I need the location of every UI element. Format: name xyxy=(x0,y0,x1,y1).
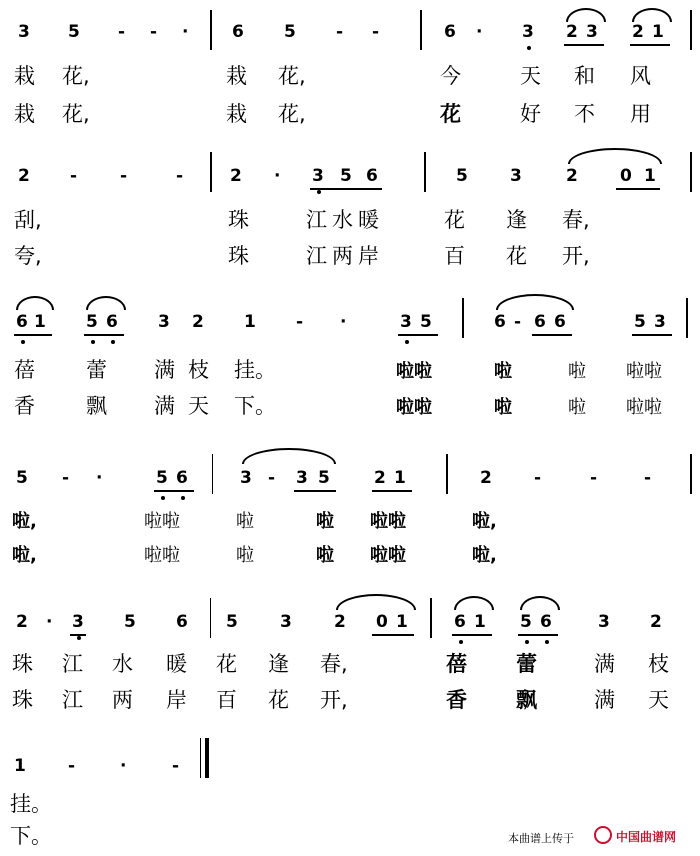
lyric: 水 xyxy=(112,652,133,676)
note: 2 xyxy=(632,22,644,42)
lower-octave-dot xyxy=(111,340,115,344)
lyric: 江 xyxy=(306,208,327,232)
lyric: 啦, xyxy=(472,511,497,532)
final-barline-thin xyxy=(200,738,201,778)
underline xyxy=(630,44,670,46)
barline xyxy=(686,298,688,338)
slur xyxy=(336,594,416,610)
lyric: 满 xyxy=(594,652,615,676)
dot: · xyxy=(274,166,281,186)
lyric: 香 xyxy=(14,394,35,418)
underline xyxy=(372,634,414,636)
system-5 xyxy=(0,586,700,730)
barline xyxy=(212,454,213,494)
lower-octave-dot xyxy=(21,340,25,344)
note: 5 xyxy=(340,166,352,186)
note: 5 xyxy=(284,22,296,42)
note: 5 xyxy=(124,612,136,632)
lyric: 春, xyxy=(562,208,590,232)
system-3 xyxy=(0,282,700,432)
note: 3 xyxy=(654,312,666,332)
dash: - xyxy=(172,756,180,776)
note: 2 xyxy=(18,166,30,186)
dash: - xyxy=(534,468,542,488)
note: 5 xyxy=(456,166,468,186)
note: 2 xyxy=(374,468,386,488)
note: 6 xyxy=(534,312,546,332)
lyric: 花 xyxy=(506,244,527,268)
lyric: 水 xyxy=(332,208,353,232)
site-logo[interactable]: 中国曲谱网 xyxy=(616,830,677,844)
lyric: 啦啦 xyxy=(396,361,432,382)
note: 3 xyxy=(240,468,252,488)
dash: - xyxy=(590,468,598,488)
note: 6 xyxy=(16,312,28,332)
lower-octave-dot xyxy=(161,496,165,500)
lyric: 蕾 xyxy=(516,652,537,676)
barline xyxy=(210,10,212,50)
note: 2 xyxy=(566,166,578,186)
system-4 xyxy=(0,440,700,580)
lyric: 啦 xyxy=(316,545,334,566)
note: 6 xyxy=(454,612,466,632)
note: 2 xyxy=(230,166,242,186)
lyric: 啦 xyxy=(568,397,586,418)
lyric: 江 xyxy=(62,652,83,676)
slur xyxy=(242,448,336,464)
note: 6 xyxy=(176,612,188,632)
note: 5 xyxy=(68,22,80,42)
lyric: 岸 xyxy=(358,244,379,268)
lyric: 啦啦 xyxy=(144,545,180,566)
lyric: 枝 xyxy=(188,358,209,382)
note: 0 xyxy=(376,612,388,632)
lyric: 满 xyxy=(154,394,175,418)
lyric: 啦, xyxy=(12,511,37,532)
lyric: 江 xyxy=(306,244,327,268)
barline xyxy=(462,298,464,338)
lyric: 两 xyxy=(332,244,353,268)
note: 3 xyxy=(312,166,324,186)
underline xyxy=(518,634,558,636)
lyric: 花, xyxy=(62,64,90,88)
dash: - xyxy=(372,22,380,42)
dot: · xyxy=(120,756,127,776)
note: 2 xyxy=(334,612,346,632)
lyric: 天 xyxy=(188,394,209,418)
note: 6 xyxy=(444,22,456,42)
lyric: 花 xyxy=(440,102,461,126)
lyric: 开, xyxy=(320,688,348,712)
lyric: 夸, xyxy=(14,244,42,268)
slur xyxy=(568,148,662,164)
lyric: 栽 xyxy=(226,102,247,126)
lower-octave-dot xyxy=(317,190,321,194)
note: 1 xyxy=(244,312,256,332)
lyric: 逢 xyxy=(268,652,289,676)
note: 3 xyxy=(280,612,292,632)
note: 2 xyxy=(16,612,28,632)
barline xyxy=(210,598,211,638)
lyric: 蕾 xyxy=(86,358,107,382)
lyric: 珠 xyxy=(12,688,33,712)
underline xyxy=(564,44,604,46)
note: 3 xyxy=(72,612,84,632)
lyric: 逢 xyxy=(506,208,527,232)
lyric: 春, xyxy=(320,652,348,676)
lyric: 珠 xyxy=(228,244,249,268)
barline xyxy=(420,10,422,50)
slur xyxy=(520,596,560,610)
note: 6 xyxy=(232,22,244,42)
lyric: 满 xyxy=(594,688,615,712)
barline xyxy=(690,10,692,50)
lyric: 香 xyxy=(446,688,467,712)
barline xyxy=(446,454,448,494)
slur xyxy=(454,596,494,610)
note: 3 xyxy=(598,612,610,632)
dash: - xyxy=(296,312,304,332)
lower-octave-dot xyxy=(91,340,95,344)
dash: - xyxy=(336,22,344,42)
note: 1 xyxy=(14,756,26,776)
lyric: 天 xyxy=(648,688,669,712)
lyric: 不 xyxy=(574,102,595,126)
underline xyxy=(310,188,382,190)
system-1 xyxy=(0,0,700,140)
lyric: 花 xyxy=(268,688,289,712)
barline xyxy=(430,598,432,638)
lyric: 百 xyxy=(216,688,237,712)
lyric: 今 xyxy=(440,64,461,88)
note: 6 xyxy=(366,166,378,186)
note: 0 xyxy=(620,166,632,186)
lower-octave-dot xyxy=(545,640,549,644)
note: 6 xyxy=(106,312,118,332)
lyric: 花, xyxy=(62,102,90,126)
note: 2 xyxy=(650,612,662,632)
lyric: 花 xyxy=(444,208,465,232)
note: 2 xyxy=(480,468,492,488)
dash: - xyxy=(120,166,128,186)
note: 6 xyxy=(554,312,566,332)
dot: · xyxy=(182,22,189,42)
lyric: 下。 xyxy=(10,824,52,848)
note: 3 xyxy=(18,22,30,42)
dot: · xyxy=(340,312,347,332)
underline xyxy=(70,634,86,636)
slur xyxy=(566,8,606,22)
system-2 xyxy=(0,140,700,280)
lower-octave-dot xyxy=(181,496,185,500)
note: 1 xyxy=(34,312,46,332)
lyric: 珠 xyxy=(228,208,249,232)
underline xyxy=(294,490,336,492)
lyric: 挂。 xyxy=(234,358,276,382)
lyric: 啦啦 xyxy=(370,545,406,566)
note: 3 xyxy=(586,22,598,42)
lyric: 好 xyxy=(520,102,541,126)
lyric: 蓓 xyxy=(446,652,467,676)
note: 5 xyxy=(318,468,330,488)
lyric: 蓓 xyxy=(14,358,35,382)
lyric: 啦 xyxy=(494,361,512,382)
slur xyxy=(632,8,672,22)
underline xyxy=(616,188,660,190)
lyric: 用 xyxy=(630,102,651,126)
lyric: 啦 xyxy=(316,511,334,532)
dot: · xyxy=(476,22,483,42)
barline xyxy=(210,152,212,192)
lyric: 啦啦 xyxy=(626,397,662,418)
lyric: 两 xyxy=(112,688,133,712)
note: 3 xyxy=(510,166,522,186)
lyric: 啦 xyxy=(236,545,254,566)
note: 1 xyxy=(644,166,656,186)
lyric: 飘 xyxy=(516,688,537,712)
slur xyxy=(496,294,574,310)
lower-octave-dot xyxy=(405,340,409,344)
lyric: 和 xyxy=(574,64,595,88)
lyric: 天 xyxy=(520,64,541,88)
lyric: 枝 xyxy=(648,652,669,676)
barline xyxy=(424,152,426,192)
note: 6 xyxy=(176,468,188,488)
lyric: 栽 xyxy=(226,64,247,88)
lyric: 啦啦 xyxy=(144,511,180,532)
lower-octave-dot xyxy=(525,640,529,644)
dash: - xyxy=(514,312,522,332)
note: 6 xyxy=(540,612,552,632)
dash: - xyxy=(118,22,126,42)
underline xyxy=(632,334,672,336)
note: 1 xyxy=(652,22,664,42)
note: 5 xyxy=(634,312,646,332)
dash: - xyxy=(176,166,184,186)
lyric: 飘 xyxy=(86,394,107,418)
note: 5 xyxy=(16,468,28,488)
slur xyxy=(86,296,126,310)
lyric: 啦 xyxy=(236,511,254,532)
barline xyxy=(690,152,692,192)
lyric: 暖 xyxy=(166,652,187,676)
underline xyxy=(398,334,438,336)
system-6 xyxy=(0,736,700,856)
lyric: 啦 xyxy=(494,397,512,418)
underline xyxy=(14,334,52,336)
lyric: 啦啦 xyxy=(396,397,432,418)
lyric: 啦, xyxy=(12,545,37,566)
dash: - xyxy=(644,468,652,488)
note: 2 xyxy=(566,22,578,42)
site-logo-icon xyxy=(594,826,612,844)
underline xyxy=(154,490,194,492)
note: 5 xyxy=(420,312,432,332)
lower-octave-dot xyxy=(459,640,463,644)
lyric: 啦 xyxy=(568,361,586,382)
underline xyxy=(452,634,492,636)
note: 5 xyxy=(520,612,532,632)
note: 5 xyxy=(226,612,238,632)
lyric: 珠 xyxy=(12,652,33,676)
final-barline-thick xyxy=(205,738,209,778)
lyric: 刮, xyxy=(14,208,42,232)
dash: - xyxy=(62,468,70,488)
lyric: 栽 xyxy=(14,64,35,88)
note: 1 xyxy=(394,468,406,488)
lyric: 花, xyxy=(278,102,306,126)
lyric: 啦啦 xyxy=(370,511,406,532)
underline xyxy=(372,490,412,492)
dash: - xyxy=(150,22,158,42)
lyric: 开, xyxy=(562,244,590,268)
lyric: 满 xyxy=(154,358,175,382)
lyric: 暖 xyxy=(358,208,379,232)
dash: - xyxy=(268,468,276,488)
note: 2 xyxy=(192,312,204,332)
lyric: 栽 xyxy=(14,102,35,126)
lyric: 挂。 xyxy=(10,792,52,816)
lyric: 江 xyxy=(62,688,83,712)
note: 3 xyxy=(158,312,170,332)
lyric: 啦啦 xyxy=(626,361,662,382)
underline xyxy=(84,334,124,336)
dot: · xyxy=(96,468,103,488)
lyric: 花, xyxy=(278,64,306,88)
note: 3 xyxy=(522,22,534,42)
lyric: 风 xyxy=(630,64,651,88)
dash: - xyxy=(68,756,76,776)
note: 6 xyxy=(494,312,506,332)
note: 1 xyxy=(396,612,408,632)
note: 1 xyxy=(474,612,486,632)
note: 3 xyxy=(400,312,412,332)
lower-octave-dot xyxy=(527,46,531,50)
lyric: 下。 xyxy=(234,394,276,418)
lyric: 花 xyxy=(216,652,237,676)
note: 5 xyxy=(86,312,98,332)
dash: - xyxy=(70,166,78,186)
slur xyxy=(16,296,54,310)
lower-octave-dot xyxy=(77,636,81,640)
barline xyxy=(690,454,692,494)
lyric: 岸 xyxy=(166,688,187,712)
note: 5 xyxy=(156,468,168,488)
underline xyxy=(532,334,572,336)
note: 3 xyxy=(296,468,308,488)
lyric: 啦, xyxy=(472,545,497,566)
lyric: 百 xyxy=(444,244,465,268)
dot: · xyxy=(46,612,53,632)
upload-caption: 本曲谱上传于 xyxy=(508,832,574,845)
